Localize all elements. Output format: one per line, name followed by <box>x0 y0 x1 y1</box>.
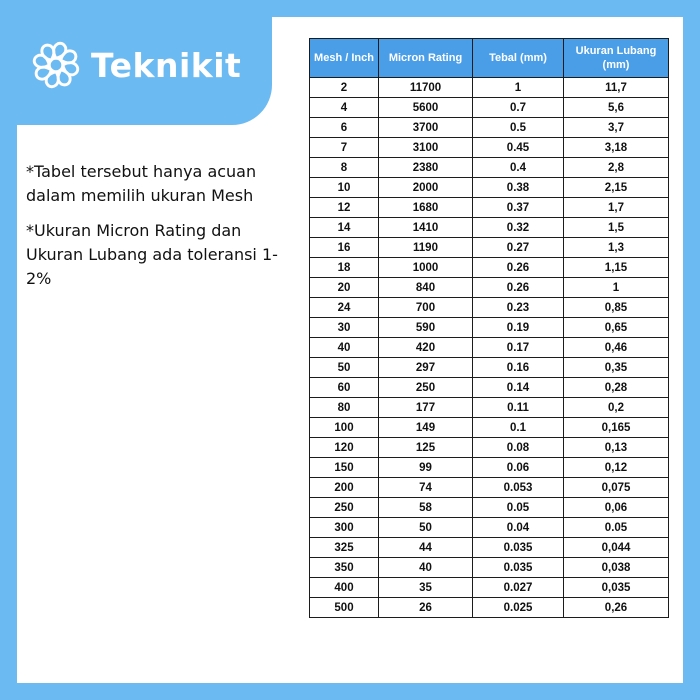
table-row <box>310 138 669 158</box>
cell-tebal: 0.5 <box>473 118 564 138</box>
cell-mesh: 350 <box>310 558 379 578</box>
note-tolerance: *Ukuran Micron Rating dan Ukuran Lubang ada toleransi 1-2% <box>26 221 278 288</box>
cell-lubang: 0,038 <box>564 558 669 578</box>
cell-tebal: 0.17 <box>473 338 564 358</box>
table-row <box>310 278 669 298</box>
cell-micron: 3100 <box>379 138 473 158</box>
cell-lubang: 0,165 <box>564 418 669 438</box>
cell-lubang: 0,075 <box>564 478 669 498</box>
cell-mesh: 10 <box>310 178 379 198</box>
table-row <box>310 198 669 218</box>
cell-mesh: 6 <box>310 118 379 138</box>
cell-tebal: 0.27 <box>473 238 564 258</box>
cell-micron: 1190 <box>379 238 473 258</box>
cell-tebal: 0.16 <box>473 358 564 378</box>
cell-mesh: 7 <box>310 138 379 158</box>
cell-lubang: 0,06 <box>564 498 669 518</box>
cell-lubang: 0,12 <box>564 458 669 478</box>
cell-micron: 125 <box>379 438 473 458</box>
cell-lubang: 0,044 <box>564 538 669 558</box>
cell-micron: 2000 <box>379 178 473 198</box>
table-row <box>310 458 669 478</box>
cell-micron: 3700 <box>379 118 473 138</box>
table-row <box>310 438 669 458</box>
cell-micron: 420 <box>379 338 473 358</box>
cell-mesh: 8 <box>310 158 379 178</box>
cell-micron: 590 <box>379 318 473 338</box>
cell-tebal: 0.027 <box>473 578 564 598</box>
cell-mesh: 500 <box>310 598 379 618</box>
cell-tebal: 0.14 <box>473 378 564 398</box>
table-row <box>310 78 669 98</box>
cell-tebal: 0.37 <box>473 198 564 218</box>
cell-tebal: 0.035 <box>473 538 564 558</box>
table-row <box>310 158 669 178</box>
table-row <box>310 338 669 358</box>
cell-mesh: 300 <box>310 518 379 538</box>
table-row <box>310 318 669 338</box>
cell-mesh: 20 <box>310 278 379 298</box>
cell-micron: 74 <box>379 478 473 498</box>
cell-lubang: 0,035 <box>564 578 669 598</box>
brand-logo <box>27 36 241 94</box>
cell-mesh: 325 <box>310 538 379 558</box>
table-row <box>310 178 669 198</box>
table-row <box>310 498 669 518</box>
table-row <box>310 398 669 418</box>
table-row <box>310 418 669 438</box>
cell-micron: 11700 <box>379 78 473 98</box>
header-ukuran-lubang: Ukuran Lubang (mm) <box>564 39 669 78</box>
cell-micron: 35 <box>379 578 473 598</box>
cell-micron: 1410 <box>379 218 473 238</box>
cell-micron: 177 <box>379 398 473 418</box>
table-row <box>310 518 669 538</box>
cell-mesh: 80 <box>310 398 379 418</box>
cell-lubang: 1,15 <box>564 258 669 278</box>
cell-lubang: 3,18 <box>564 138 669 158</box>
mesh-table-container <box>309 38 669 618</box>
cell-tebal: 0.08 <box>473 438 564 458</box>
cell-tebal: 0.19 <box>473 318 564 338</box>
cell-lubang: 3,7 <box>564 118 669 138</box>
cell-micron: 40 <box>379 558 473 578</box>
cell-lubang: 0,2 <box>564 398 669 418</box>
cell-micron: 26 <box>379 598 473 618</box>
cell-lubang: 0,65 <box>564 318 669 338</box>
cell-lubang: 2,15 <box>564 178 669 198</box>
cell-micron: 44 <box>379 538 473 558</box>
cell-mesh: 120 <box>310 438 379 458</box>
cell-lubang: 1,5 <box>564 218 669 238</box>
cell-mesh: 12 <box>310 198 379 218</box>
cell-mesh: 60 <box>310 378 379 398</box>
cell-micron: 5600 <box>379 98 473 118</box>
cell-mesh: 18 <box>310 258 379 278</box>
cell-lubang: 0,35 <box>564 358 669 378</box>
notes <box>26 160 294 302</box>
cell-mesh: 4 <box>310 98 379 118</box>
cell-mesh: 30 <box>310 318 379 338</box>
cell-lubang: 0,28 <box>564 378 669 398</box>
cell-micron: 297 <box>379 358 473 378</box>
cell-mesh: 100 <box>310 418 379 438</box>
table-row <box>310 538 669 558</box>
cell-lubang: 0,46 <box>564 338 669 358</box>
cell-tebal: 0.26 <box>473 258 564 278</box>
cell-mesh: 16 <box>310 238 379 258</box>
cell-lubang: 0.05 <box>564 518 669 538</box>
table-row <box>310 378 669 398</box>
cell-mesh: 400 <box>310 578 379 598</box>
cell-lubang: 0,26 <box>564 598 669 618</box>
cell-tebal: 0.035 <box>473 558 564 578</box>
cell-mesh: 50 <box>310 358 379 378</box>
table-row <box>310 558 669 578</box>
cell-lubang: 2,8 <box>564 158 669 178</box>
table-row <box>310 218 669 238</box>
cell-tebal: 1 <box>473 78 564 98</box>
cell-mesh: 2 <box>310 78 379 98</box>
table-row <box>310 118 669 138</box>
cell-micron: 58 <box>379 498 473 518</box>
cell-micron: 50 <box>379 518 473 538</box>
cell-micron: 99 <box>379 458 473 478</box>
table-row <box>310 238 669 258</box>
note-reference: *Tabel tersebut hanya acuan dalam memilih ukuran Mesh <box>26 162 257 205</box>
cell-tebal: 0.1 <box>473 418 564 438</box>
cell-mesh: 150 <box>310 458 379 478</box>
cell-tebal: 0.11 <box>473 398 564 418</box>
cell-lubang: 11,7 <box>564 78 669 98</box>
cell-micron: 1000 <box>379 258 473 278</box>
cell-lubang: 1,3 <box>564 238 669 258</box>
cell-micron: 1680 <box>379 198 473 218</box>
cell-tebal: 0.4 <box>473 158 564 178</box>
cell-mesh: 40 <box>310 338 379 358</box>
cell-tebal: 0.06 <box>473 458 564 478</box>
cell-lubang: 0,85 <box>564 298 669 318</box>
cell-lubang: 5,6 <box>564 98 669 118</box>
cell-tebal: 0.7 <box>473 98 564 118</box>
header-micron-rating: Micron Rating <box>379 39 473 78</box>
table-row <box>310 478 669 498</box>
cell-mesh: 250 <box>310 498 379 518</box>
cell-lubang: 0,13 <box>564 438 669 458</box>
table-row <box>310 578 669 598</box>
cell-mesh: 200 <box>310 478 379 498</box>
cell-micron: 2380 <box>379 158 473 178</box>
header-tebal: Tebal (mm) <box>473 39 564 78</box>
cell-micron: 840 <box>379 278 473 298</box>
table-body <box>310 78 669 618</box>
table-row <box>310 298 669 318</box>
table-header-row <box>310 39 669 78</box>
cell-tebal: 0.05 <box>473 498 564 518</box>
cell-tebal: 0.45 <box>473 138 564 158</box>
cell-mesh: 14 <box>310 218 379 238</box>
mesh-size-table <box>309 38 669 618</box>
cell-tebal: 0.04 <box>473 518 564 538</box>
cell-micron: 250 <box>379 378 473 398</box>
cell-tebal: 0.26 <box>473 278 564 298</box>
cell-lubang: 1,7 <box>564 198 669 218</box>
cell-mesh: 24 <box>310 298 379 318</box>
aperture-logo-icon <box>27 36 85 94</box>
cell-tebal: 0.38 <box>473 178 564 198</box>
table-row <box>310 358 669 378</box>
brand-name: Teknikit <box>91 45 242 85</box>
header-mesh-inch: Mesh / Inch <box>310 39 379 78</box>
table-row <box>310 258 669 278</box>
cell-micron: 149 <box>379 418 473 438</box>
cell-tebal: 0.025 <box>473 598 564 618</box>
cell-tebal: 0.32 <box>473 218 564 238</box>
table-row <box>310 598 669 618</box>
cell-tebal: 0.053 <box>473 478 564 498</box>
table-row <box>310 98 669 118</box>
cell-micron: 700 <box>379 298 473 318</box>
cell-lubang: 1 <box>564 278 669 298</box>
cell-tebal: 0.23 <box>473 298 564 318</box>
